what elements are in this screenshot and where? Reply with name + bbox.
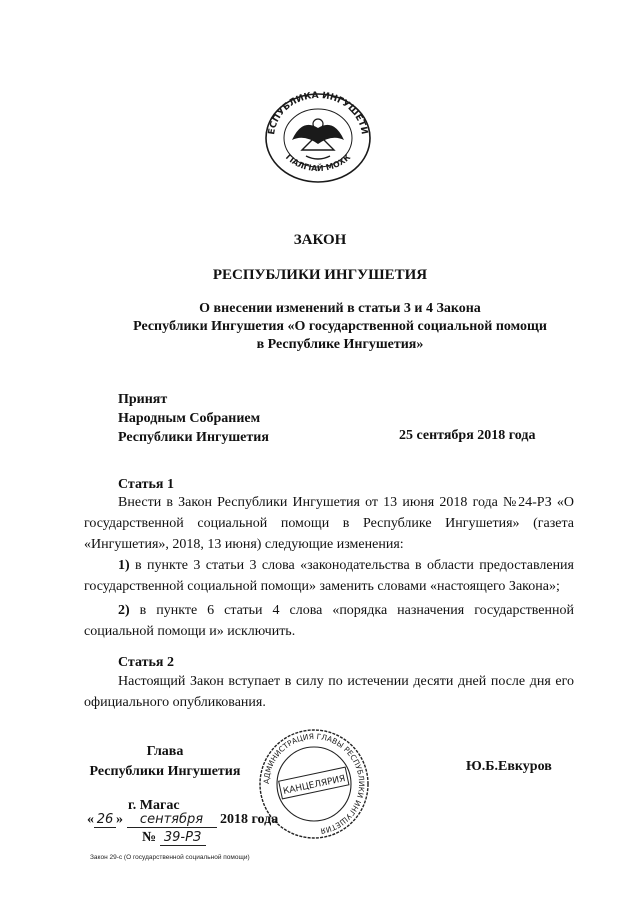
sign-date-day: 26 [94,812,116,828]
law-number [142,830,206,846]
article1-item1-text: в пункте 3 статьи 3 слова «законодательства в области предоставления государственной социальной помощи» заменить словами «настоящего Закона»; [84,558,574,594]
emblem-graphic [262,88,374,184]
doc-title-line3: в Республике Ингушетия» [256,337,424,352]
adoption-line3: Республики Ингушетия [118,430,269,445]
article1-item1-number: 1) [118,558,130,573]
stamp-ring-text: АДМИНИСТРАЦИЯ ГЛАВЫ РЕСПУБЛИКИ ИНГУШЕТИЯ [261,731,367,836]
doc-type: ЗАКОН [293,232,347,248]
emblem-ring-top: ЕСПУБЛИКА ИНГУШЕТИ [267,90,369,136]
sign-date-month: сентября [127,812,217,828]
adoption-line1: Принят [118,392,168,407]
adoption-block [118,390,269,447]
signature-title-line2: Республики Ингушетия [89,764,241,779]
adoption-date: 25 сентября 2018 года [399,428,536,443]
article1-item2-text: в пункте 6 статьи 4 слова «порядка назначения государственной социальной помощи и» исключить. [84,603,574,639]
article1-item1 [84,555,574,597]
doc-title-line2: Республики Ингушетия «О государственной социальной помощи [133,319,547,334]
doc-title [90,300,590,354]
article1-intro: Внести в Закон Республики Ингушетия от 13 июня 2018 года №24-РЗ «О государственной социальной помощи в Республике Ингушетия» (газета «Ингушетия», 2018, 13 июня) следующие изменения: [84,495,574,552]
article1-heading: Статья 1 [118,477,174,492]
sign-date-year: 2018 года [220,812,279,827]
article1-item2 [84,600,574,642]
city: г. Магас [128,798,180,813]
footer-note: Закон 29-с (О государственной социальной помощи) [90,854,250,861]
article2-text: Настоящий Закон вступает в силу по истечении десяти дней после дня его официального опубликования. [84,674,574,710]
law-number-value: 39-РЗ [160,830,206,846]
signatory-name: Ю.Б.Евкуров [466,759,552,774]
stamp-center-text: КАНЦЕЛЯРИЯ [282,773,347,797]
article1-item2-number: 2) [118,603,130,618]
doc-title-line1: О внесении изменений в статьи 3 и 4 Закона [199,301,481,316]
adoption-line2: Народным Собранием [118,411,261,426]
law-number-prefix: № [142,830,157,845]
emblem-ring-bottom: ГІАЛГІАЙ МОХК [283,152,353,174]
sign-date: « 26 » сентября 2018 года [87,812,279,827]
svg-text:ГІАЛГІАЙ МОХК [284,152,353,173]
article2-heading: Статья 2 [118,655,174,670]
signature-title-line1: Глава [146,744,184,759]
signature-title [80,742,250,782]
emblem [262,88,374,184]
doc-issuer: РЕСПУБЛИКИ ИНГУШЕТИЯ [212,267,428,283]
